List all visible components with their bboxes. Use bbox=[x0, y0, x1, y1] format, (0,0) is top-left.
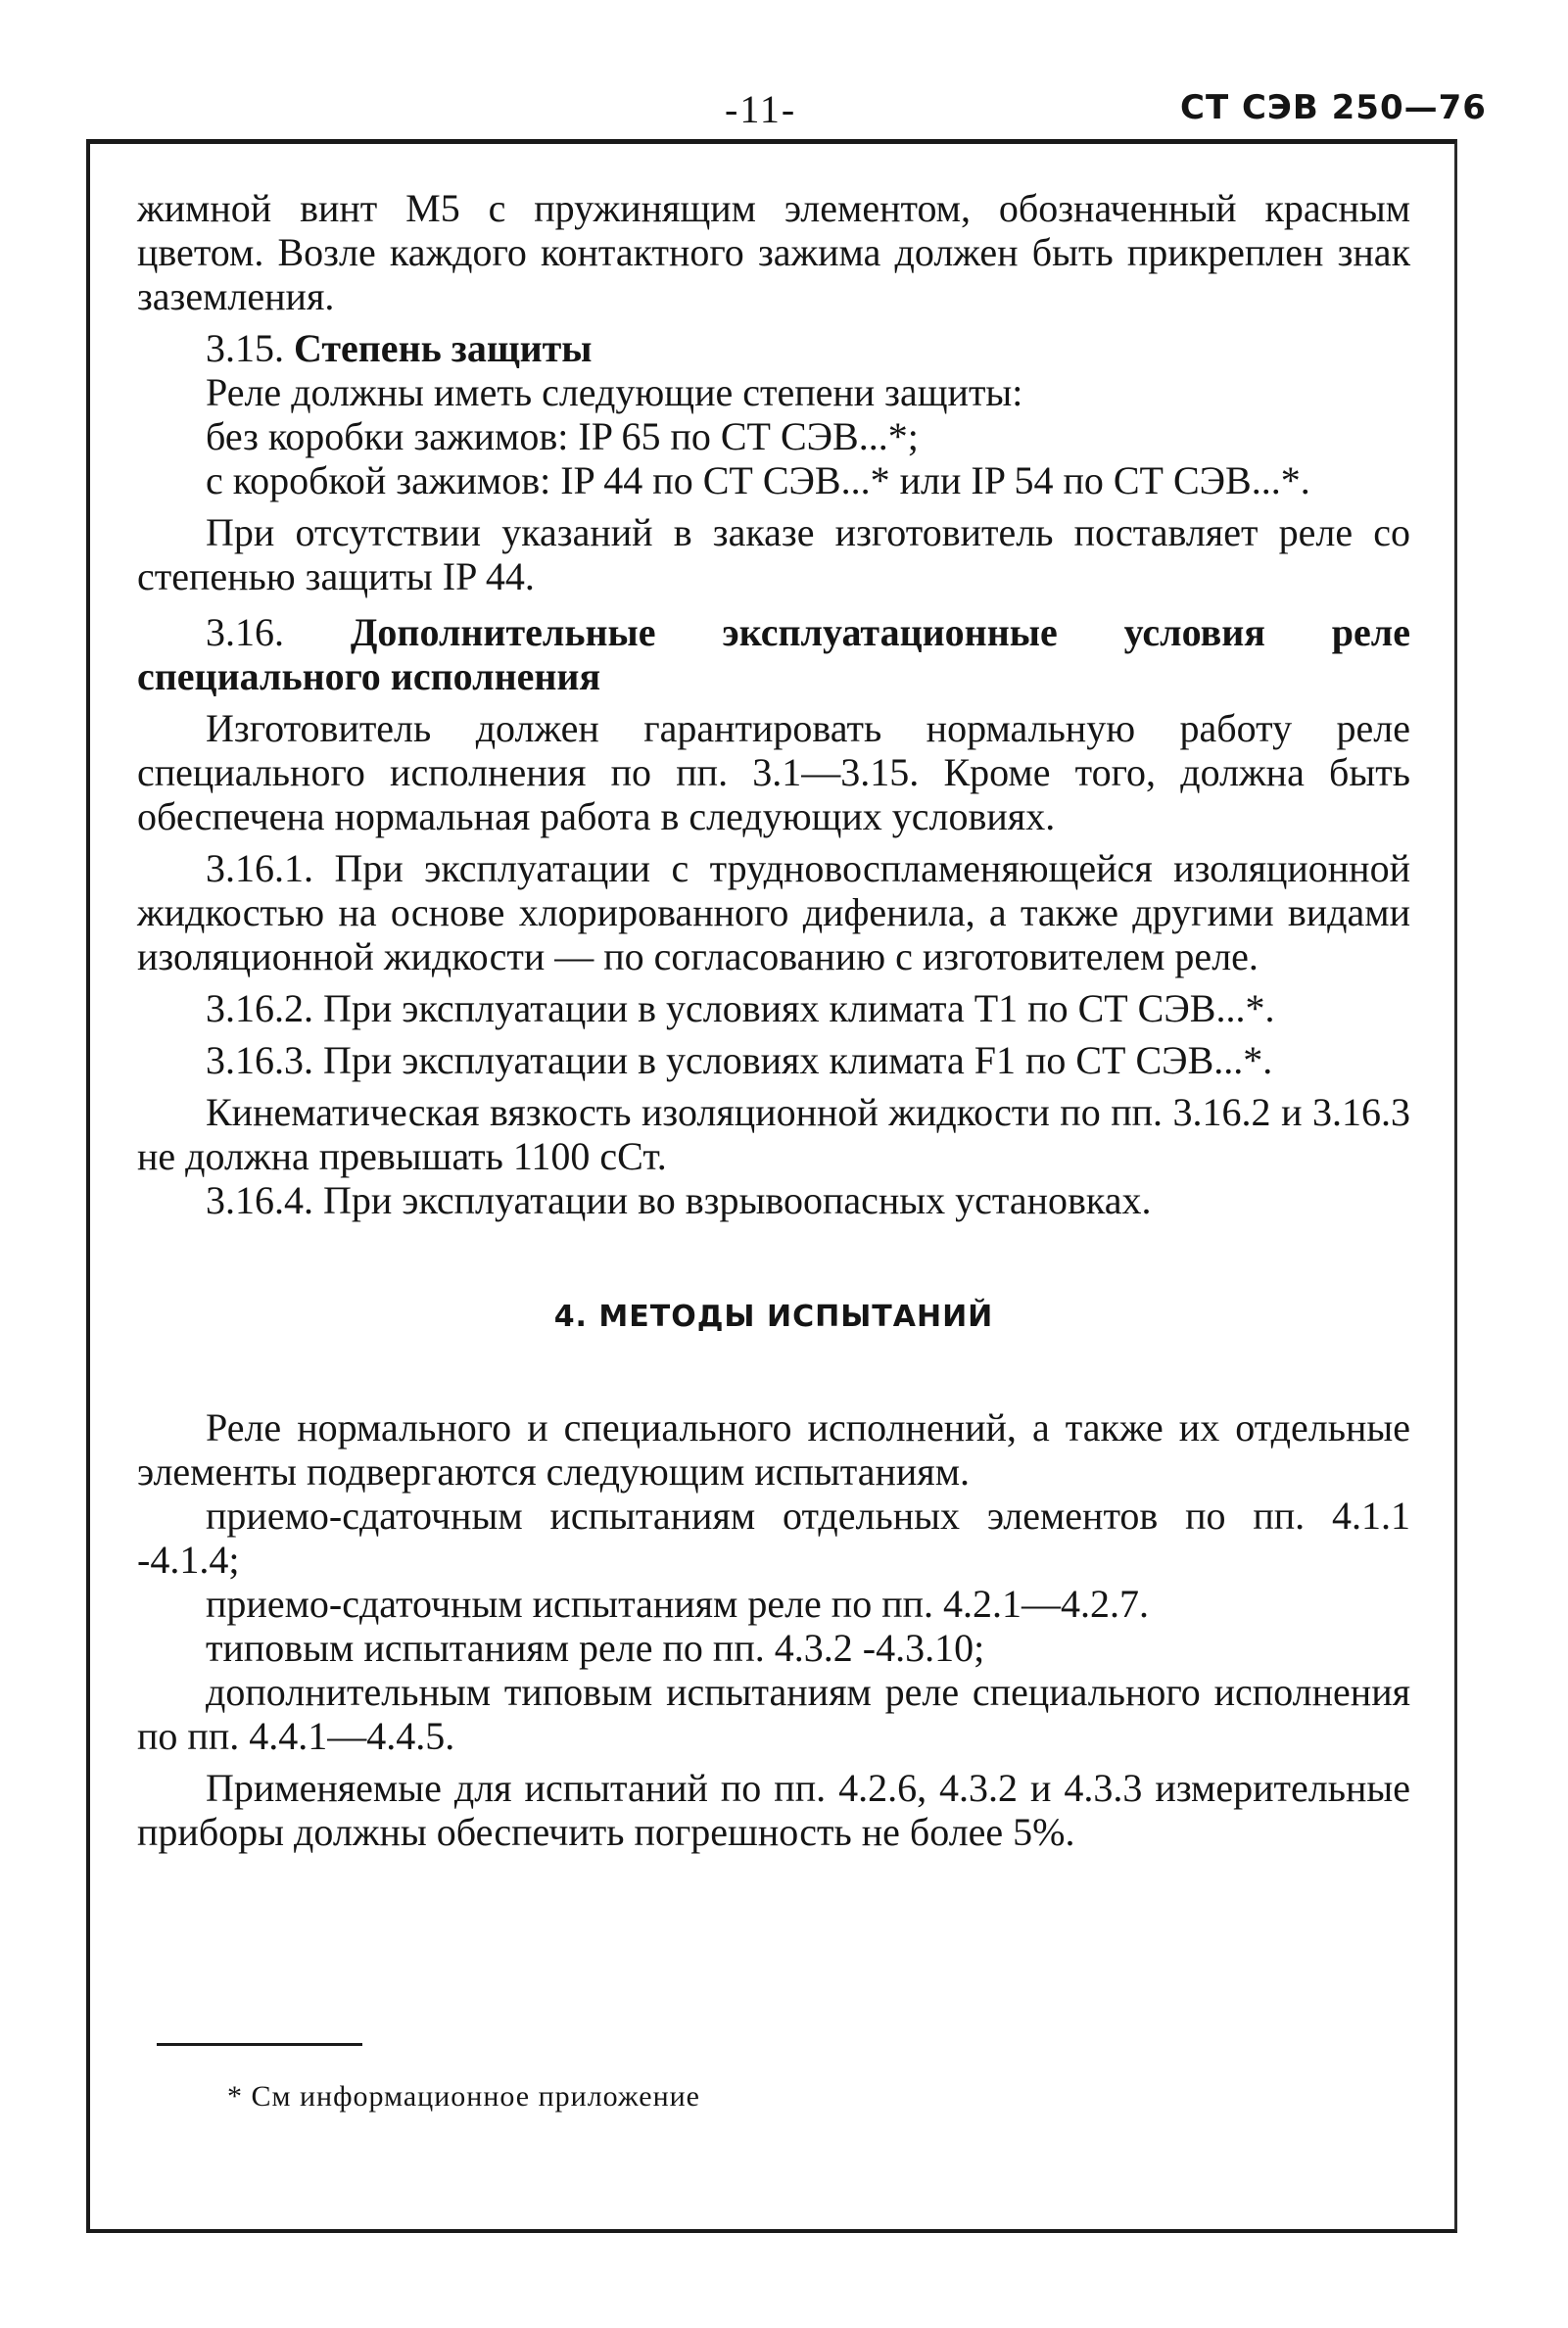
paragraph-protection-intro: Реле должны иметь следующие степени защиты: bbox=[206, 370, 1023, 414]
page-header bbox=[0, 86, 1568, 135]
clause-3-16-1: 3.16.1. При эксплуатации с трудновоспламеняющейся изоляционной жидкостью на основе хлорированного дифенила, а также другими видами изоляционной жидкости — по согласованию с изготовителем реле. bbox=[137, 846, 1410, 978]
footnote-divider bbox=[157, 2043, 362, 2046]
document-code: СТ СЭВ 250—76 bbox=[1180, 88, 1487, 127]
clause-title: Дополнительные эксплуатационные условия реле специального исполнения bbox=[137, 610, 1410, 698]
paragraph-without-box: без коробки зажимов: IP 65 по СТ СЭВ...*; bbox=[206, 414, 919, 458]
section-4-heading: 4. МЕТОДЫ ИСПЫТАНИЙ bbox=[553, 1300, 994, 1334]
paragraph-measuring-instruments: Применяемые для испытаний по пп. 4.2.6, 4.3.2 и 4.3.3 измерительные приборы должны обеспечить погрешность не более 5%. bbox=[137, 1766, 1410, 1854]
list-item-additional-type-tests: дополнительным типовым испытаниям реле специального исполнения по пп. 4.4.1—4.4.5. bbox=[137, 1670, 1410, 1758]
list-item-acceptance-elements: приемо-сдаточным испытаниям отдельных элементов по пп. 4.1.1 -4.1.4; bbox=[137, 1494, 1410, 1582]
paragraph-grounding-clamp: жимной винт М5 с пружинящим элементом, обозначенный красным цветом. Возле каждого контактного зажима должен быть прикреплен знак заземления. bbox=[137, 186, 1410, 318]
clause-3-16-3: 3.16.3. При эксплуатации в условиях климата F1 по СТ СЭВ...*. bbox=[206, 1038, 1273, 1082]
clause-3-16-2: 3.16.2. При эксплуатации в условиях климата Т1 по СТ СЭВ...*. bbox=[206, 986, 1275, 1030]
clause-number: 3.15. bbox=[206, 326, 284, 370]
paragraph-default-ip44: При отсутствии указаний в заказе изготовитель поставляет реле со степенью защиты IP 44. bbox=[137, 510, 1410, 598]
paragraph-manufacturer-guarantee: Изготовитель должен гарантировать нормальную работу реле специального исполнения по пп. 3.1—3.15. Кроме того, должна быть обеспечена нормальная работа в следующих условиях. bbox=[137, 706, 1410, 838]
paragraph-with-box: с коробкой зажимов: IP 44 по СТ СЭВ...* или IP 54 по СТ СЭВ...*. bbox=[206, 458, 1310, 502]
clause-3-15-heading bbox=[137, 326, 1410, 370]
paragraph-tests-intro: Реле нормального и специального исполнений, а также их отдельные элементы подвергаются следующим испытаниям. bbox=[137, 1405, 1410, 1494]
footnote: * См информационное приложение bbox=[227, 2080, 700, 2113]
paragraph-kinematic-viscosity: Кинематическая вязкость изоляционной жидкости по пп. 3.16.2 и 3.16.3 не должна превышать 1100 сСт. bbox=[137, 1090, 1410, 1178]
clause-3-16-4: 3.16.4. При эксплуатации во взрывоопасных установках. bbox=[206, 1178, 1152, 1222]
document-body bbox=[137, 186, 1410, 1854]
list-item-type-tests: типовым испытаниям реле по пп. 4.3.2 -4.3.10; bbox=[206, 1626, 985, 1670]
clause-title: Степень защиты bbox=[294, 326, 593, 370]
page-number: -11- bbox=[725, 87, 797, 131]
clause-3-16-heading bbox=[137, 610, 1410, 698]
list-item-acceptance-relay: приемо-сдаточным испытаниям реле по пп. 4.2.1—4.2.7. bbox=[206, 1582, 1150, 1626]
clause-number: 3.16. bbox=[206, 610, 284, 654]
